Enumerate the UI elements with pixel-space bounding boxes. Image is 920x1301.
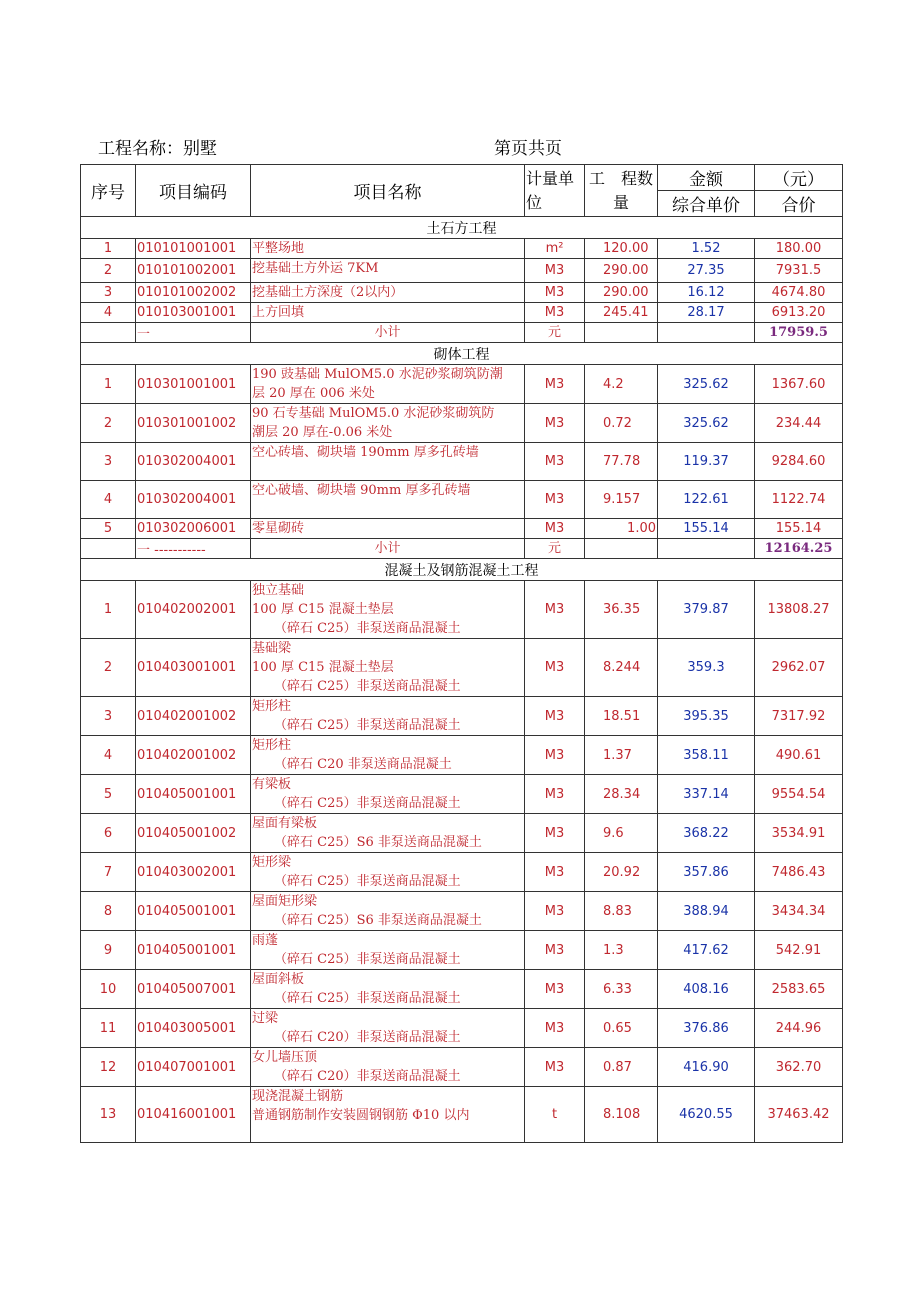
row-unit-price: 16.12 — [658, 283, 755, 303]
row-name — [251, 775, 525, 814]
row-name — [251, 736, 525, 775]
row-name-line: 90 石专基础 MulOM5.0 水泥砂浆砌筑防 — [252, 406, 495, 421]
row-code: 010405001002 — [136, 814, 251, 853]
row-name-line: 基础梁 — [252, 641, 292, 656]
row-code: 010403001001 — [136, 639, 251, 697]
row-total: 7931.5 — [755, 259, 843, 283]
row-seq: 8 — [81, 892, 136, 931]
row-name — [251, 853, 525, 892]
row-seq: 1 — [81, 365, 136, 404]
row-name-line: （碎石 C25）非泵送商品混凝土 — [274, 621, 461, 636]
row-seq: 9 — [81, 931, 136, 970]
table-row — [81, 931, 843, 970]
row-qty: 8.244 — [585, 639, 658, 697]
row-total: 7317.92 — [755, 697, 843, 736]
row-seq: 2 — [81, 259, 136, 283]
row-unit: M3 — [525, 259, 585, 283]
row-code: 010405001001 — [136, 931, 251, 970]
row-total: 2583.65 — [755, 970, 843, 1009]
row-name-line: （碎石 C20）非泵送商品混凝土 — [274, 1030, 461, 1045]
row-name-line: 独立基础 — [252, 583, 305, 598]
table-row — [81, 1009, 843, 1048]
row-name-line: 190 豉基础 MulOM5.0 水泥砂浆砌筑防潮 — [252, 367, 503, 382]
row-seq: 5 — [81, 775, 136, 814]
row-total: 1367.60 — [755, 365, 843, 404]
row-name-line: 潮层 20 厚在-0.06 米处 — [252, 425, 393, 440]
row-name-line: 女儿墙压顶 — [252, 1050, 318, 1065]
col-qty: 工 程数量 — [585, 165, 658, 217]
row-unit: M3 — [525, 1048, 585, 1087]
row-unit-price: 28.17 — [658, 303, 755, 323]
row-name-line: （碎石 C20 非泵送商品混凝土 — [274, 757, 452, 772]
row-total: 1122.74 — [755, 481, 843, 519]
subtotal-dash: 一 — [136, 323, 251, 343]
subtotal-qty — [585, 539, 658, 559]
row-unit: M3 — [525, 581, 585, 639]
table-row — [81, 365, 843, 404]
row-qty: 120.00 — [585, 239, 658, 259]
row-qty: 1.00 — [585, 519, 658, 539]
table-row — [81, 239, 843, 259]
page-info: 第页共页 — [494, 139, 562, 159]
table-row — [81, 581, 843, 639]
row-qty: 20.92 — [585, 853, 658, 892]
table-row — [81, 1087, 843, 1143]
row-code: 010302004001 — [136, 443, 251, 481]
subtotal-unit: 元 — [525, 539, 585, 559]
row-name-line: （碎石 C25）非泵送商品混凝土 — [274, 718, 461, 733]
row-name-line: 过梁 — [252, 1011, 279, 1026]
row-qty: 245.41 — [585, 303, 658, 323]
row-seq: 1 — [81, 581, 136, 639]
row-total: 13808.27 — [755, 581, 843, 639]
row-qty: 6.33 — [585, 970, 658, 1009]
row-name-line: 雨蓬 — [252, 933, 279, 948]
row-name — [251, 931, 525, 970]
row-total: 362.70 — [755, 1048, 843, 1087]
row-name — [251, 283, 525, 303]
row-name-line: 零星砌砖 — [252, 521, 305, 536]
table-row — [81, 639, 843, 697]
table-row — [81, 775, 843, 814]
row-unit: M3 — [525, 519, 585, 539]
row-unit-price: 337.14 — [658, 775, 755, 814]
col-name: 项目名称 — [251, 165, 525, 217]
row-name — [251, 481, 525, 519]
table-row — [81, 814, 843, 853]
row-code: 010405001001 — [136, 892, 251, 931]
row-code: 010103001001 — [136, 303, 251, 323]
row-total: 7486.43 — [755, 853, 843, 892]
row-name-line: （碎石 C20）非泵送商品混凝土 — [274, 1069, 461, 1084]
row-qty: 18.51 — [585, 697, 658, 736]
row-name-line: （碎石 C25）非泵送商品混凝土 — [274, 952, 461, 967]
row-total: 180.00 — [755, 239, 843, 259]
row-code: 010101002001 — [136, 259, 251, 283]
row-name-line: 层 20 厚在 006 米处 — [252, 386, 375, 401]
row-seq: 7 — [81, 853, 136, 892]
table-row — [81, 283, 843, 303]
table-row — [81, 303, 843, 323]
row-total: 2962.07 — [755, 639, 843, 697]
row-unit-price: 417.62 — [658, 931, 755, 970]
col-amount: 金额 — [658, 165, 755, 191]
table-row — [81, 404, 843, 443]
row-name-line: 矩形柱 — [252, 699, 292, 714]
row-unit: M3 — [525, 814, 585, 853]
row-unit-price: 379.87 — [658, 581, 755, 639]
row-code: 010101001001 — [136, 239, 251, 259]
row-unit-price: 4620.55 — [658, 1087, 755, 1143]
project-name: 工程名称：别墅 — [98, 139, 217, 159]
table-row — [81, 443, 843, 481]
row-unit-price: 1.52 — [658, 239, 755, 259]
row-name-line: 100 厚 C15 混凝土垫层 — [252, 602, 394, 617]
row-qty: 0.87 — [585, 1048, 658, 1087]
row-name-line: 矩形柱 — [252, 738, 292, 753]
section-title: 土石方工程 — [81, 217, 843, 239]
row-name — [251, 1087, 525, 1143]
row-unit-price: 376.86 — [658, 1009, 755, 1048]
row-unit-price: 155.14 — [658, 519, 755, 539]
row-unit: m² — [525, 239, 585, 259]
row-name-line: 100 厚 C15 混凝土垫层 — [252, 660, 394, 675]
row-name — [251, 970, 525, 1009]
row-unit-price: 359.3 — [658, 639, 755, 697]
row-qty: 9.6 — [585, 814, 658, 853]
row-unit: M3 — [525, 283, 585, 303]
subtotal-seq — [81, 539, 136, 559]
row-unit-price: 408.16 — [658, 970, 755, 1009]
row-seq: 13 — [81, 1087, 136, 1143]
table-row — [81, 697, 843, 736]
row-unit: M3 — [525, 443, 585, 481]
subtotal-label: 小计 — [251, 323, 525, 343]
row-name-line: （碎石 C25）S6 非泵送商品混凝土 — [274, 913, 482, 928]
row-name — [251, 365, 525, 404]
row-name-line: 空心砖墙、砌块墙 190mm 厚多孔砖墙 — [252, 445, 479, 460]
row-qty: 9.157 — [585, 481, 658, 519]
table-row — [81, 519, 843, 539]
subtotal-qty — [585, 323, 658, 343]
row-unit: M3 — [525, 736, 585, 775]
row-unit-price: 27.35 — [658, 259, 755, 283]
row-name-line: 挖基础土方外运 7KM — [252, 261, 379, 276]
row-unit-price: 358.11 — [658, 736, 755, 775]
row-name-line: （碎石 C25）非泵送商品混凝土 — [274, 874, 461, 889]
row-seq: 2 — [81, 404, 136, 443]
row-seq: 11 — [81, 1009, 136, 1048]
bill-of-quantities-table — [80, 164, 843, 1143]
row-unit: M3 — [525, 853, 585, 892]
row-name — [251, 892, 525, 931]
subtotal-row — [81, 323, 843, 343]
table-row — [81, 481, 843, 519]
row-name — [251, 519, 525, 539]
row-unit: t — [525, 1087, 585, 1143]
row-qty: 77.78 — [585, 443, 658, 481]
row-unit-price: 368.22 — [658, 814, 755, 853]
subtotal-price — [658, 323, 755, 343]
subtotal-dash: 一 ----------- — [136, 539, 251, 559]
row-name-line: 现浇混凝土钢筋 — [252, 1089, 344, 1104]
row-code: 010416001001 — [136, 1087, 251, 1143]
table-row — [81, 970, 843, 1009]
row-unit: M3 — [525, 404, 585, 443]
row-total: 3434.34 — [755, 892, 843, 931]
row-seq: 3 — [81, 443, 136, 481]
row-unit: M3 — [525, 481, 585, 519]
row-code: 010402002001 — [136, 581, 251, 639]
subtotal-seq — [81, 323, 136, 343]
row-qty: 28.34 — [585, 775, 658, 814]
row-total: 542.91 — [755, 931, 843, 970]
row-unit: M3 — [525, 697, 585, 736]
row-unit-price: 122.61 — [658, 481, 755, 519]
row-seq: 3 — [81, 283, 136, 303]
row-code: 010101002002 — [136, 283, 251, 303]
row-name-line: 有梁板 — [252, 777, 292, 792]
row-unit: M3 — [525, 639, 585, 697]
row-name-line: 矩形梁 — [252, 855, 292, 870]
row-name-line: （碎石 C25）非泵送商品混凝土 — [274, 679, 461, 694]
row-name-line: 空心破墙、砌块墙 90mm 厚多孔砖墙 — [252, 483, 471, 498]
row-unit: M3 — [525, 1009, 585, 1048]
row-name — [251, 443, 525, 481]
row-seq: 4 — [81, 481, 136, 519]
row-total: 244.96 — [755, 1009, 843, 1048]
row-qty: 0.72 — [585, 404, 658, 443]
subtotal-label: 小计 — [251, 539, 525, 559]
row-qty: 1.3 — [585, 931, 658, 970]
row-unit-price: 357.86 — [658, 853, 755, 892]
row-seq: 10 — [81, 970, 136, 1009]
row-name-line: （碎石 C25）非泵送商品混凝土 — [274, 796, 461, 811]
table-row — [81, 259, 843, 283]
row-name — [251, 259, 525, 283]
row-unit: M3 — [525, 931, 585, 970]
row-total: 490.61 — [755, 736, 843, 775]
row-unit: M3 — [525, 303, 585, 323]
row-name-line: 普通钢筋制作安装圆钢钢筋 Φ10 以内 — [252, 1108, 470, 1123]
row-qty: 36.35 — [585, 581, 658, 639]
row-qty: 290.00 — [585, 259, 658, 283]
table-row — [81, 736, 843, 775]
row-unit-price: 325.62 — [658, 365, 755, 404]
row-unit: M3 — [525, 365, 585, 404]
row-name — [251, 639, 525, 697]
row-code: 010301001002 — [136, 404, 251, 443]
table-row — [81, 1048, 843, 1087]
row-name-line: 上方回填 — [252, 305, 305, 320]
col-yuan: （元） — [755, 165, 843, 191]
row-name-line: 屋面有梁板 — [252, 816, 318, 831]
row-name — [251, 814, 525, 853]
row-qty: 0.65 — [585, 1009, 658, 1048]
row-name — [251, 697, 525, 736]
table-row — [81, 892, 843, 931]
row-unit: M3 — [525, 970, 585, 1009]
row-total: 9284.60 — [755, 443, 843, 481]
row-qty: 290.00 — [585, 283, 658, 303]
row-code: 010402001002 — [136, 736, 251, 775]
row-code: 010407001001 — [136, 1048, 251, 1087]
row-seq: 2 — [81, 639, 136, 697]
row-name-line: 挖基础土方深度（2以内） — [252, 285, 404, 300]
col-code: 项目编码 — [136, 165, 251, 217]
row-unit-price: 388.94 — [658, 892, 755, 931]
row-code: 010405001001 — [136, 775, 251, 814]
row-code: 010302006001 — [136, 519, 251, 539]
col-unit-price: 综合单价 — [658, 191, 755, 217]
row-name — [251, 581, 525, 639]
row-unit: M3 — [525, 892, 585, 931]
row-code: 010403005001 — [136, 1009, 251, 1048]
row-name-line: （碎石 C25）S6 非泵送商品混凝土 — [274, 835, 482, 850]
subtotal-price — [658, 539, 755, 559]
subtotal-total: 17959.5 — [755, 323, 843, 343]
row-code: 010403002001 — [136, 853, 251, 892]
row-seq: 3 — [81, 697, 136, 736]
col-total: 合价 — [755, 191, 843, 217]
row-total: 6913.20 — [755, 303, 843, 323]
row-code: 010405007001 — [136, 970, 251, 1009]
row-name-line: （碎石 C25）非泵送商品混凝土 — [274, 991, 461, 1006]
row-name-line: 平整场地 — [252, 241, 305, 256]
row-total: 4674.80 — [755, 283, 843, 303]
table-row — [81, 853, 843, 892]
row-name — [251, 1009, 525, 1048]
row-unit-price: 325.62 — [658, 404, 755, 443]
row-unit: M3 — [525, 775, 585, 814]
row-total: 155.14 — [755, 519, 843, 539]
row-name — [251, 404, 525, 443]
row-total: 9554.54 — [755, 775, 843, 814]
row-name — [251, 303, 525, 323]
col-seq: 序号 — [81, 165, 136, 217]
section-title: 混凝土及钢筋混凝土工程 — [81, 559, 843, 581]
row-qty: 8.83 — [585, 892, 658, 931]
row-seq: 6 — [81, 814, 136, 853]
row-seq: 12 — [81, 1048, 136, 1087]
subtotal-unit: 元 — [525, 323, 585, 343]
row-unit-price: 119.37 — [658, 443, 755, 481]
subtotal-total: 12164.25 — [755, 539, 843, 559]
row-total: 234.44 — [755, 404, 843, 443]
row-name — [251, 239, 525, 259]
row-name — [251, 1048, 525, 1087]
subtotal-row — [81, 539, 843, 559]
row-seq: 5 — [81, 519, 136, 539]
row-qty: 1.37 — [585, 736, 658, 775]
row-total: 37463.42 — [755, 1087, 843, 1143]
row-seq: 4 — [81, 736, 136, 775]
row-code: 010402001002 — [136, 697, 251, 736]
row-seq: 4 — [81, 303, 136, 323]
section-title: 砌体工程 — [81, 343, 843, 365]
row-unit-price: 416.90 — [658, 1048, 755, 1087]
row-name-line: 屋面斜板 — [252, 972, 305, 987]
row-code: 010301001001 — [136, 365, 251, 404]
row-seq: 1 — [81, 239, 136, 259]
row-name-line: 屋面矩形梁 — [252, 894, 318, 909]
row-total: 3534.91 — [755, 814, 843, 853]
col-unit: 计量单位 — [525, 165, 585, 217]
row-qty: 4.2 — [585, 365, 658, 404]
row-qty: 8.108 — [585, 1087, 658, 1143]
row-unit-price: 395.35 — [658, 697, 755, 736]
row-code: 010302004001 — [136, 481, 251, 519]
